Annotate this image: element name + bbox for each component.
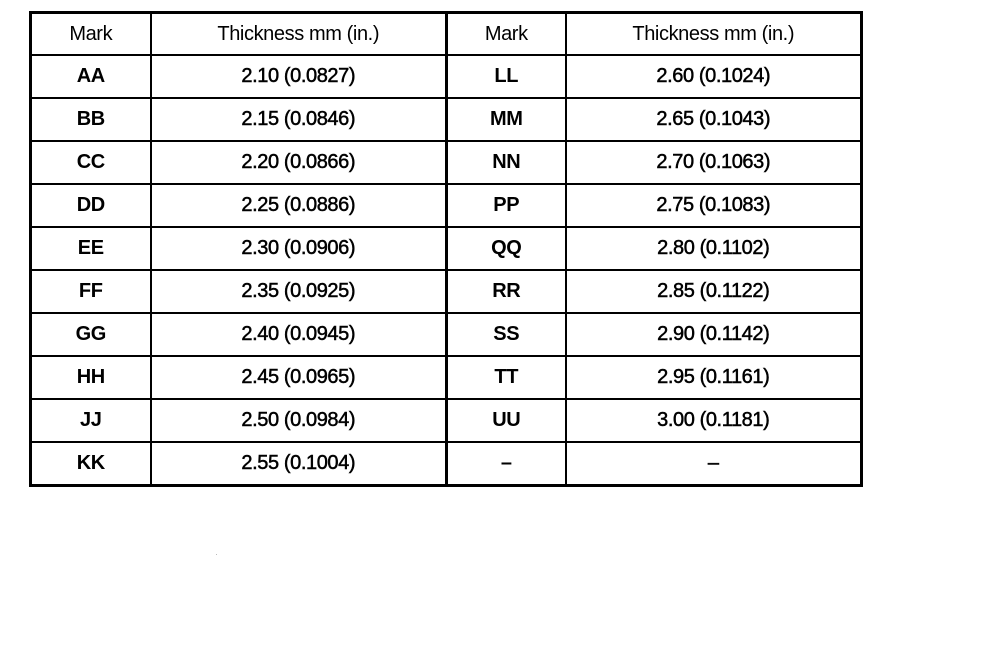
thickness-cell: 2.55 (0.1004) [151, 442, 447, 486]
mark-cell: PP [447, 184, 566, 227]
thickness-cell: 2.40 (0.0945) [151, 313, 447, 356]
mark-cell: GG [31, 313, 151, 356]
mark-cell: LL [447, 55, 566, 98]
thickness-cell: 2.70 (0.1063) [566, 141, 862, 184]
scan-speck [216, 554, 217, 555]
thickness-cell: – [566, 442, 862, 486]
table-row [31, 227, 862, 270]
mark-cell: DD [31, 184, 151, 227]
mark-cell: AA [31, 55, 151, 98]
table-row [31, 399, 862, 442]
mark-cell: SS [447, 313, 566, 356]
thickness-cell: 2.10 (0.0827) [151, 55, 447, 98]
table-row [31, 141, 862, 184]
header-row [31, 13, 862, 56]
mark-cell: NN [447, 141, 566, 184]
mark-cell: JJ [31, 399, 151, 442]
thickness-cell: 2.20 (0.0866) [151, 141, 447, 184]
thickness-cell: 2.85 (0.1122) [566, 270, 862, 313]
thickness-cell: 2.60 (0.1024) [566, 55, 862, 98]
thickness-cell: 2.15 (0.0846) [151, 98, 447, 141]
thickness-cell: 2.80 (0.1102) [566, 227, 862, 270]
header-mark-right: Mark [447, 13, 566, 56]
table-row [31, 313, 862, 356]
thickness-cell: 2.50 (0.0984) [151, 399, 447, 442]
mark-cell: CC [31, 141, 151, 184]
thickness-cell: 2.95 (0.1161) [566, 356, 862, 399]
thickness-cell: 2.65 (0.1043) [566, 98, 862, 141]
mark-cell: KK [31, 442, 151, 486]
mark-cell: FF [31, 270, 151, 313]
mark-cell: QQ [447, 227, 566, 270]
table-row [31, 270, 862, 313]
table-row [31, 356, 862, 399]
thickness-cell: 3.00 (0.1181) [566, 399, 862, 442]
table-row [31, 184, 862, 227]
table-row [31, 55, 862, 98]
thickness-cell: 2.75 (0.1083) [566, 184, 862, 227]
mark-cell: RR [447, 270, 566, 313]
table-row [31, 442, 862, 486]
header-thickness-left: Thickness mm (in.) [151, 13, 447, 56]
thickness-cell: 2.45 (0.0965) [151, 356, 447, 399]
mark-cell: EE [31, 227, 151, 270]
mark-cell: UU [447, 399, 566, 442]
mark-cell: MM [447, 98, 566, 141]
mark-cell: BB [31, 98, 151, 141]
thickness-spec-table [29, 11, 863, 487]
mark-cell: HH [31, 356, 151, 399]
thickness-cell: 2.30 (0.0906) [151, 227, 447, 270]
thickness-cell: 2.90 (0.1142) [566, 313, 862, 356]
header-thickness-right: Thickness mm (in.) [566, 13, 862, 56]
table-row [31, 98, 862, 141]
thickness-cell: 2.25 (0.0886) [151, 184, 447, 227]
mark-cell: – [447, 442, 566, 486]
mark-cell: TT [447, 356, 566, 399]
thickness-cell: 2.35 (0.0925) [151, 270, 447, 313]
header-mark-left: Mark [31, 13, 151, 56]
